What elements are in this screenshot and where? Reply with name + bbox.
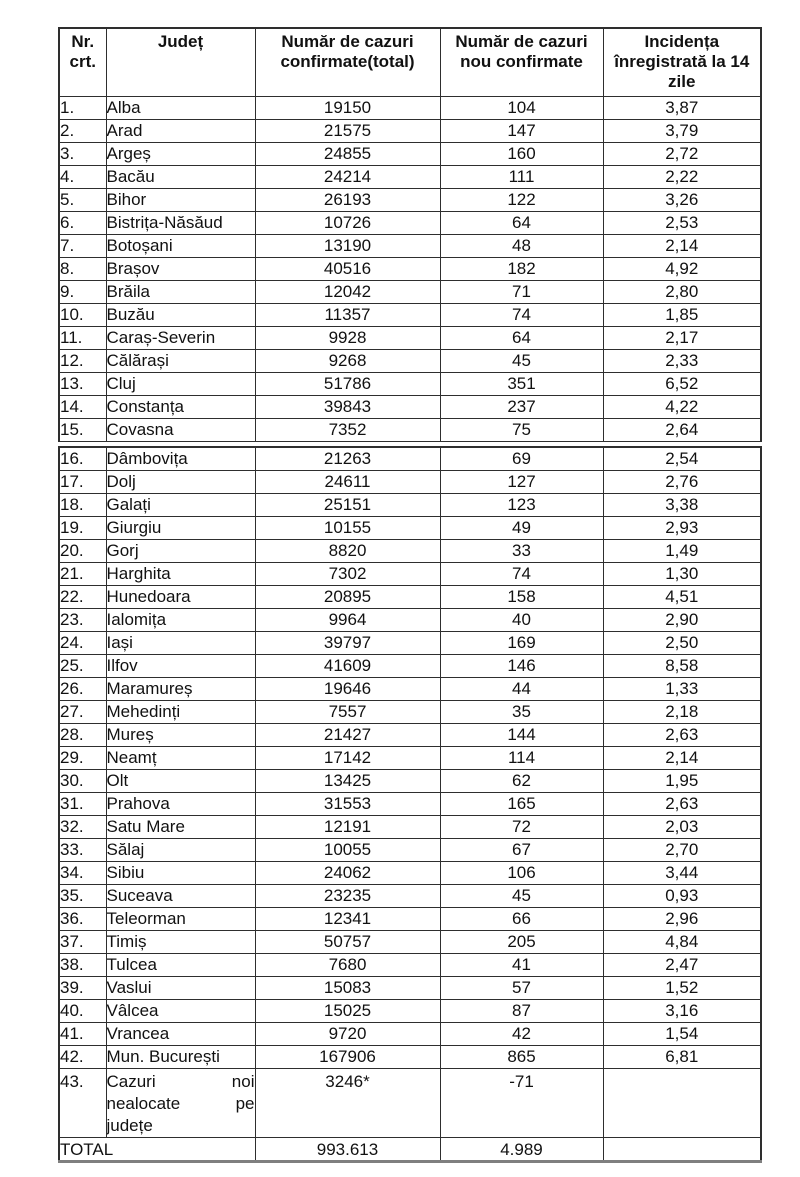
county-cell: Mehedinți [106, 701, 255, 724]
total-cases-cell: 51786 [255, 373, 440, 396]
incidence-cell: 2,96 [603, 908, 761, 931]
table-row [59, 304, 761, 327]
row-number-cell: 25. [59, 655, 106, 678]
col-header-new-cases: Număr de cazuri nou confirmate [440, 28, 603, 97]
county-cell: Tulcea [106, 954, 255, 977]
county-cell: Botoșani [106, 235, 255, 258]
row-number-cell: 7. [59, 235, 106, 258]
new-cases-cell: 42 [440, 1023, 603, 1046]
total-cases-cell: 19150 [255, 97, 440, 120]
county-cell: Maramureș [106, 678, 255, 701]
incidence-cell: 2,17 [603, 327, 761, 350]
row-number-cell: 39. [59, 977, 106, 1000]
new-cases-cell: 104 [440, 97, 603, 120]
row-number-cell: 36. [59, 908, 106, 931]
county-cell: Vrancea [106, 1023, 255, 1046]
row-number-cell: 43. [59, 1069, 106, 1138]
new-cases-cell: 49 [440, 517, 603, 540]
new-cases-cell: 72 [440, 816, 603, 839]
county-cell: Dâmbovița [106, 447, 255, 471]
incidence-cell: 1,95 [603, 770, 761, 793]
total-cases-cell: 10055 [255, 839, 440, 862]
incidence-cell: 4,92 [603, 258, 761, 281]
county-cell: Iași [106, 632, 255, 655]
new-cases-cell: 74 [440, 563, 603, 586]
total-cases-cell: 3246* [255, 1069, 440, 1138]
new-cases-cell: 67 [440, 839, 603, 862]
total-cases-cell: 21575 [255, 120, 440, 143]
total-cases-cell: 7302 [255, 563, 440, 586]
new-cases-cell: 75 [440, 419, 603, 442]
table-row [59, 977, 761, 1000]
new-cases-cell: 45 [440, 885, 603, 908]
new-cases-cell: 169 [440, 632, 603, 655]
county-cell: Ialomița [106, 609, 255, 632]
county-cell: Ilfov [106, 655, 255, 678]
incidence-cell: 2,72 [603, 143, 761, 166]
table-row [59, 327, 761, 350]
row-number-cell: 26. [59, 678, 106, 701]
table-row [59, 816, 761, 839]
new-cases-cell: 237 [440, 396, 603, 419]
county-cell: Galați [106, 494, 255, 517]
table-row [59, 1023, 761, 1046]
county-cell: Vaslui [106, 977, 255, 1000]
new-cases-cell: 35 [440, 701, 603, 724]
incidence-cell [603, 1069, 761, 1138]
county-cell: Arad [106, 120, 255, 143]
table-row [59, 540, 761, 563]
incidence-cell: 8,58 [603, 655, 761, 678]
county-cell: Olt [106, 770, 255, 793]
incidence-cell: 2,80 [603, 281, 761, 304]
incidence-cell: 2,76 [603, 471, 761, 494]
header-row [59, 28, 761, 97]
table-row [59, 494, 761, 517]
county-cell: Brăila [106, 281, 255, 304]
row-number-cell: 12. [59, 350, 106, 373]
new-cases-cell: 351 [440, 373, 603, 396]
county-cell: Mureș [106, 724, 255, 747]
row-number-cell: 17. [59, 471, 106, 494]
row-number-cell: 6. [59, 212, 106, 235]
new-cases-cell: 57 [440, 977, 603, 1000]
col-header-judet: Județ [106, 28, 255, 97]
incidence-cell: 1,54 [603, 1023, 761, 1046]
new-cases-cell: 64 [440, 327, 603, 350]
incidence-cell: 0,93 [603, 885, 761, 908]
county-cell: Neamț [106, 747, 255, 770]
new-cases-cell: 122 [440, 189, 603, 212]
county-cell: Suceava [106, 885, 255, 908]
county-cell: Dolj [106, 471, 255, 494]
new-cases-cell: 41 [440, 954, 603, 977]
incidence-sum-cell [603, 1138, 761, 1162]
total-cases-cell: 24214 [255, 166, 440, 189]
total-cases-cell: 9964 [255, 609, 440, 632]
total-cases-cell: 40516 [255, 258, 440, 281]
total-cases-cell: 21263 [255, 447, 440, 471]
row-number-cell: 10. [59, 304, 106, 327]
total-cases-cell: 23235 [255, 885, 440, 908]
row-number-cell: 41. [59, 1023, 106, 1046]
table-row [59, 747, 761, 770]
incidence-cell: 2,64 [603, 419, 761, 442]
total-cases-cell: 13425 [255, 770, 440, 793]
row-number-cell: 13. [59, 373, 106, 396]
row-number-cell: 1. [59, 97, 106, 120]
incidence-cell: 1,49 [603, 540, 761, 563]
table-row [59, 701, 761, 724]
row-number-cell: 19. [59, 517, 106, 540]
row-number-cell: 30. [59, 770, 106, 793]
incidence-cell: 1,30 [603, 563, 761, 586]
table-row [59, 517, 761, 540]
incidence-cell: 2,90 [603, 609, 761, 632]
county-cell: Bacău [106, 166, 255, 189]
cases-table-part2 [58, 446, 762, 1163]
table-row [59, 373, 761, 396]
table-row [59, 143, 761, 166]
row-number-cell: 37. [59, 931, 106, 954]
table-row [59, 166, 761, 189]
row-number-cell: 28. [59, 724, 106, 747]
table-row [59, 678, 761, 701]
incidence-cell: 2,14 [603, 235, 761, 258]
total-cases-cell: 13190 [255, 235, 440, 258]
table-row [59, 632, 761, 655]
county-cell: Argeș [106, 143, 255, 166]
new-cases-cell: 165 [440, 793, 603, 816]
total-cases-cell: 10726 [255, 212, 440, 235]
new-cases-cell: 865 [440, 1046, 603, 1069]
total-cases-cell: 50757 [255, 931, 440, 954]
total-cases-cell: 11357 [255, 304, 440, 327]
total-cases-cell: 20895 [255, 586, 440, 609]
county-cell: Călărași [106, 350, 255, 373]
incidence-cell: 2,18 [603, 701, 761, 724]
incidence-cell: 2,47 [603, 954, 761, 977]
table-row [59, 447, 761, 471]
row-number-cell: 15. [59, 419, 106, 442]
row-number-cell: 23. [59, 609, 106, 632]
col-header-nr-crt: Nr. crt. [59, 28, 106, 97]
row-number-cell: 31. [59, 793, 106, 816]
new-cases-cell: 158 [440, 586, 603, 609]
incidence-cell: 2,70 [603, 839, 761, 862]
col-header-total-cases: Număr de cazuri confirmate(total) [255, 28, 440, 97]
table-row [59, 120, 761, 143]
county-cell: Hunedoara [106, 586, 255, 609]
county-cell: Buzău [106, 304, 255, 327]
new-cases-cell: 45 [440, 350, 603, 373]
new-cases-cell: 62 [440, 770, 603, 793]
incidence-cell: 3,87 [603, 97, 761, 120]
row-number-cell: 33. [59, 839, 106, 862]
county-cell: Harghita [106, 563, 255, 586]
row-number-cell: 3. [59, 143, 106, 166]
new-cases-cell: 48 [440, 235, 603, 258]
total-cases-cell: 24855 [255, 143, 440, 166]
county-cell: Satu Mare [106, 816, 255, 839]
cases-table-part1 [58, 27, 762, 442]
new-cases-cell: 160 [440, 143, 603, 166]
table-row [59, 839, 761, 862]
total-cases-cell: 26193 [255, 189, 440, 212]
county-cell: Cluj [106, 373, 255, 396]
table-header [59, 28, 761, 97]
row-number-cell: 34. [59, 862, 106, 885]
total-cases-cell: 39843 [255, 396, 440, 419]
incidence-cell: 6,52 [603, 373, 761, 396]
new-cases-cell: 74 [440, 304, 603, 327]
total-row [59, 1138, 761, 1162]
new-cases-cell: 44 [440, 678, 603, 701]
total-cases-sum-cell: 993.613 [255, 1138, 440, 1162]
table-row [59, 471, 761, 494]
total-cases-cell: 24062 [255, 862, 440, 885]
row-number-cell: 24. [59, 632, 106, 655]
total-cases-cell: 39797 [255, 632, 440, 655]
total-cases-cell: 21427 [255, 724, 440, 747]
total-cases-cell: 8820 [255, 540, 440, 563]
row-number-cell: 16. [59, 447, 106, 471]
table-row [59, 655, 761, 678]
incidence-cell: 6,81 [603, 1046, 761, 1069]
document-page [58, 27, 760, 1163]
total-cases-cell: 15083 [255, 977, 440, 1000]
row-number-cell: 32. [59, 816, 106, 839]
new-cases-cell: 33 [440, 540, 603, 563]
total-cases-cell: 7557 [255, 701, 440, 724]
new-cases-cell: 69 [440, 447, 603, 471]
table-row [59, 724, 761, 747]
table-row [59, 770, 761, 793]
new-cases-cell: 40 [440, 609, 603, 632]
county-cell: Caraș-Severin [106, 327, 255, 350]
new-cases-cell: 106 [440, 862, 603, 885]
county-cell: Cazuri noi nealocate pe județe [106, 1069, 255, 1138]
incidence-cell: 4,84 [603, 931, 761, 954]
new-cases-cell: 146 [440, 655, 603, 678]
county-cell: Gorj [106, 540, 255, 563]
incidence-cell: 4,22 [603, 396, 761, 419]
incidence-cell: 3,44 [603, 862, 761, 885]
new-cases-cell: 114 [440, 747, 603, 770]
total-cases-cell: 12191 [255, 816, 440, 839]
row-number-cell: 42. [59, 1046, 106, 1069]
incidence-cell: 2,93 [603, 517, 761, 540]
incidence-cell: 1,85 [603, 304, 761, 327]
county-cell: Vâlcea [106, 1000, 255, 1023]
incidence-cell: 3,26 [603, 189, 761, 212]
incidence-cell: 1,33 [603, 678, 761, 701]
county-cell: Timiș [106, 931, 255, 954]
table-row [59, 258, 761, 281]
row-number-cell: 2. [59, 120, 106, 143]
new-cases-cell: 66 [440, 908, 603, 931]
total-cases-cell: 10155 [255, 517, 440, 540]
total-cases-cell: 25151 [255, 494, 440, 517]
row-number-cell: 40. [59, 1000, 106, 1023]
new-cases-cell: 147 [440, 120, 603, 143]
table-row [59, 1069, 761, 1138]
row-number-cell: 14. [59, 396, 106, 419]
table-footer [59, 1138, 761, 1162]
row-number-cell: 9. [59, 281, 106, 304]
county-cell: Teleorman [106, 908, 255, 931]
table-row [59, 419, 761, 442]
row-number-cell: 4. [59, 166, 106, 189]
row-number-cell: 5. [59, 189, 106, 212]
total-cases-cell: 12042 [255, 281, 440, 304]
total-cases-cell: 7680 [255, 954, 440, 977]
new-cases-cell: 144 [440, 724, 603, 747]
row-number-cell: 27. [59, 701, 106, 724]
total-cases-cell: 15025 [255, 1000, 440, 1023]
new-cases-cell: 111 [440, 166, 603, 189]
incidence-cell: 2,03 [603, 816, 761, 839]
new-cases-cell: 64 [440, 212, 603, 235]
table-row [59, 609, 761, 632]
table-row [59, 954, 761, 977]
table-row [59, 350, 761, 373]
incidence-cell: 3,79 [603, 120, 761, 143]
row-number-cell: 20. [59, 540, 106, 563]
table-row [59, 908, 761, 931]
county-cell: Prahova [106, 793, 255, 816]
row-number-cell: 11. [59, 327, 106, 350]
incidence-cell: 1,52 [603, 977, 761, 1000]
total-label-cell: TOTAL [59, 1138, 255, 1162]
county-cell: Brașov [106, 258, 255, 281]
total-cases-cell: 17142 [255, 747, 440, 770]
table-row [59, 885, 761, 908]
county-cell: Alba [106, 97, 255, 120]
table-row [59, 97, 761, 120]
new-cases-cell: 71 [440, 281, 603, 304]
table-row [59, 235, 761, 258]
col-header-incidence: Incidența înregistrată la 14 zile [603, 28, 761, 97]
incidence-cell: 2,63 [603, 793, 761, 816]
total-cases-cell: 9720 [255, 1023, 440, 1046]
table-row [59, 212, 761, 235]
county-cell: Bistrița-Năsăud [106, 212, 255, 235]
table-row [59, 396, 761, 419]
incidence-cell: 3,38 [603, 494, 761, 517]
total-cases-cell: 31553 [255, 793, 440, 816]
incidence-cell: 2,63 [603, 724, 761, 747]
total-cases-cell: 7352 [255, 419, 440, 442]
incidence-cell: 3,16 [603, 1000, 761, 1023]
incidence-cell: 2,22 [603, 166, 761, 189]
row-number-cell: 22. [59, 586, 106, 609]
total-cases-cell: 41609 [255, 655, 440, 678]
row-number-cell: 35. [59, 885, 106, 908]
row-number-cell: 38. [59, 954, 106, 977]
new-cases-sum-cell: 4.989 [440, 1138, 603, 1162]
table-row [59, 563, 761, 586]
county-cell: Constanța [106, 396, 255, 419]
row-number-cell: 18. [59, 494, 106, 517]
row-number-cell: 8. [59, 258, 106, 281]
table-row [59, 1000, 761, 1023]
new-cases-cell: 182 [440, 258, 603, 281]
total-cases-cell: 9928 [255, 327, 440, 350]
county-cell: Giurgiu [106, 517, 255, 540]
new-cases-cell: 205 [440, 931, 603, 954]
incidence-cell: 2,54 [603, 447, 761, 471]
total-cases-cell: 12341 [255, 908, 440, 931]
incidence-cell: 2,53 [603, 212, 761, 235]
row-number-cell: 21. [59, 563, 106, 586]
county-cell: Sibiu [106, 862, 255, 885]
total-cases-cell: 19646 [255, 678, 440, 701]
new-cases-cell: -71 [440, 1069, 603, 1138]
new-cases-cell: 87 [440, 1000, 603, 1023]
new-cases-cell: 127 [440, 471, 603, 494]
county-cell: Mun. București [106, 1046, 255, 1069]
total-cases-cell: 24611 [255, 471, 440, 494]
new-cases-cell: 123 [440, 494, 603, 517]
table-row [59, 793, 761, 816]
total-cases-cell: 167906 [255, 1046, 440, 1069]
incidence-cell: 4,51 [603, 586, 761, 609]
row-number-cell: 29. [59, 747, 106, 770]
county-cell: Sălaj [106, 839, 255, 862]
incidence-cell: 2,50 [603, 632, 761, 655]
total-cases-cell: 9268 [255, 350, 440, 373]
incidence-cell: 2,14 [603, 747, 761, 770]
table-row [59, 862, 761, 885]
table-row [59, 931, 761, 954]
table-row [59, 281, 761, 304]
table-row [59, 189, 761, 212]
county-cell: Bihor [106, 189, 255, 212]
table-body-part1 [59, 97, 761, 442]
table-row [59, 586, 761, 609]
county-cell: Covasna [106, 419, 255, 442]
table-row [59, 1046, 761, 1069]
table-body-part2 [59, 447, 761, 1138]
incidence-cell: 2,33 [603, 350, 761, 373]
